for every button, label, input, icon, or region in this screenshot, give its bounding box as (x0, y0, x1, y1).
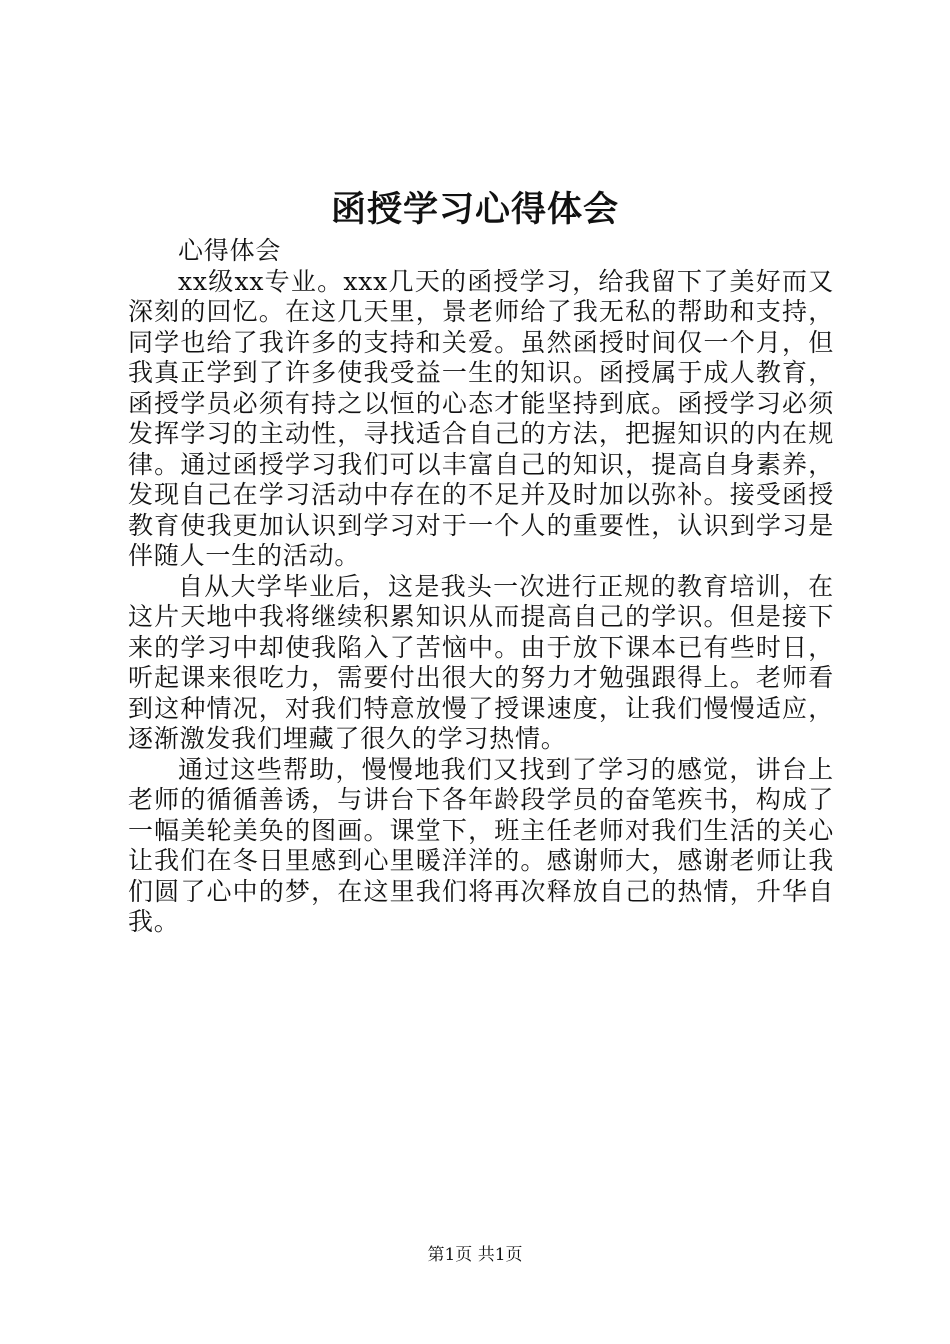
document-title: 函授学习心得体会 (330, 189, 619, 230)
paragraph: xx级xx专业。xxx几天的函授学习，给我留下了美好而又深刻的回忆。在这几天里，景老师给了我无私的帮助和支持，同学也给了我许多的支持和关爱。虽然函授时间仅一个月，但我真正学到了许多使我受益一生的知识。函授属于成人教育，函授学员必须有持之以恒的心态才能坚持到底。函授学习必须发挥学习的主动性，寻找适合自己的方法，把握知识的内在规律。通过函授学习我们可以丰富自己的知识，提高自身素养，发现自己在学习活动中存在的不足并及时加以弥补。接受函授教育使我更加认识到学习对于一个人的重要性，认识到学习是伴随人一生的活动。 (128, 266, 834, 570)
paragraph: 自从大学毕业后，这是我头一次进行正规的教育培训，在这片天地中我将继续积累知识从而提高自己的学识。但是接下来的学习中却使我陷入了苦恼中。由于放下课本已有些时日，听起课来很吃力，需要付出很大的努力才勉强跟得上。老师看到这种情况，对我们特意放慢了授课速度，让我们慢慢适应，逐渐激发我们埋藏了很久的学习热情。 (128, 571, 834, 753)
document-body (128, 236, 834, 938)
subheading: 心得体会 (178, 236, 282, 265)
paragraph: 通过这些帮助，慢慢地我们又找到了学习的感觉，讲台上老师的循循善诱，与讲台下各年龄段学员的奋笔疾书，构成了一幅美轮美奂的图画。课堂下，班主任老师对我们生活的关心让我们在冬日里感到心里暖洋洋的。感谢师大，感谢老师让我们圆了心中的梦，在这里我们将再次释放自己的热情，升华自我。 (128, 754, 834, 936)
page-footer: 第1页 共1页 (427, 1245, 523, 1265)
